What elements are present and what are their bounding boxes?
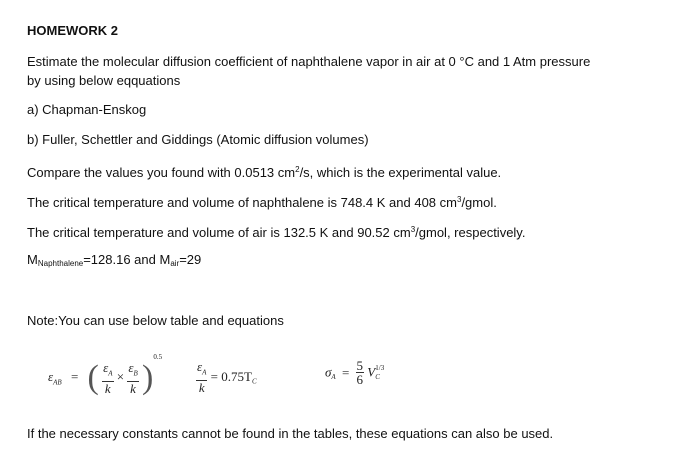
note-text: Note:You can use below table and equations [27, 313, 284, 328]
eq2-rhs: = 0.75T [210, 368, 252, 384]
eq2-rhs-subscript: C [251, 377, 257, 386]
eq3-lhs-subscript: A [331, 373, 336, 382]
homework-title: HOMEWORK 2 [27, 23, 118, 38]
equation-epsilon-ab [48, 353, 162, 397]
eq1-right-paren: ) [142, 359, 154, 397]
naph-crit-text-before: The critical temperature and volume of naphthalene is 748.4 K and 408 cm [27, 195, 457, 210]
molar-mass-mid: =128.16 and M [83, 252, 171, 267]
naphthalene-critical-properties [27, 192, 497, 211]
eq2-denominator: k [198, 379, 205, 395]
eq3-subscript: C [375, 372, 380, 381]
naph-crit-superscript: 3 [456, 195, 462, 204]
air-crit-text-after: /gmol, respectively. [415, 225, 526, 240]
eq1-exponent: 0.5 [153, 353, 163, 361]
eq1-equals: = [70, 369, 79, 384]
item-a-chapman-enskog: a) Chapman-Enskog [27, 102, 147, 117]
molar-masses [27, 252, 201, 272]
eq1-fraction-a [102, 361, 113, 395]
eq1-lhs-subscript: AB [53, 378, 62, 387]
eq3-superscript: 1/3 [375, 363, 385, 372]
eq1-frac-a-numerator: ε [103, 360, 109, 376]
eq1-frac-b-numerator: ε [128, 360, 134, 376]
eq3-fraction [356, 359, 365, 386]
eq3-frac-denominator: 6 [356, 372, 364, 387]
compare-statement [27, 162, 501, 181]
eq1-frac-a-denominator: k [104, 380, 111, 396]
molar-mass-end: =29 [179, 252, 202, 267]
eq3-variable: V [367, 364, 376, 380]
molar-mass-air-subscript: air [170, 259, 180, 268]
eq2-numerator: ε [197, 359, 203, 374]
eq3-equals: = [341, 364, 350, 380]
naph-crit-text-after: /gmol. [461, 195, 497, 210]
eq3-frac-numerator: 5 [356, 358, 364, 373]
compare-text-after: /s, which is the experimental value. [299, 165, 502, 180]
eq1-frac-b-denominator: k [130, 380, 136, 396]
eq1-frac-b-numerator-sub: B [133, 369, 138, 378]
eq1-times: × [116, 369, 125, 384]
eq1-fraction-b [127, 361, 138, 395]
eq2-fraction [196, 360, 207, 394]
footer-note: If the necessary constants cannot be found in the tables, these equations can also be used. [27, 426, 554, 441]
molar-mass-m1: M [27, 252, 38, 267]
eq1-frac-a-numerator-sub: A [108, 369, 113, 378]
molar-mass-naphthalene-subscript: Naphthalene [37, 259, 84, 268]
compare-unit-superscript: 2 [295, 165, 300, 174]
eq3-lhs-sigma: σ [325, 364, 332, 380]
problem-statement-line-2: by using below eqquations [27, 73, 181, 88]
air-critical-properties [27, 222, 525, 241]
compare-text-before: Compare the values you found with 0.0513 cm [27, 165, 296, 180]
air-crit-text-before: The critical temperature and volume of air is 132.5 K and 90.52 cm [27, 225, 411, 240]
eq2-numerator-sub: A [202, 368, 207, 377]
item-b-fuller: b) Fuller, Schettler and Giddings (Atomic diffusion volumes) [27, 132, 369, 147]
eq1-lhs-epsilon: ε [48, 369, 54, 384]
equation-sigma-a [325, 359, 384, 386]
problem-statement-line-1: Estimate the molecular diffusion coefficient of naphthalene vapor in air at 0 °C and 1 Atm pressure [27, 54, 591, 69]
eq1-left-paren: ( [87, 359, 99, 397]
equation-epsilon-over-k [196, 360, 257, 394]
eq3-scripts [375, 364, 384, 382]
air-crit-superscript: 3 [410, 225, 416, 234]
